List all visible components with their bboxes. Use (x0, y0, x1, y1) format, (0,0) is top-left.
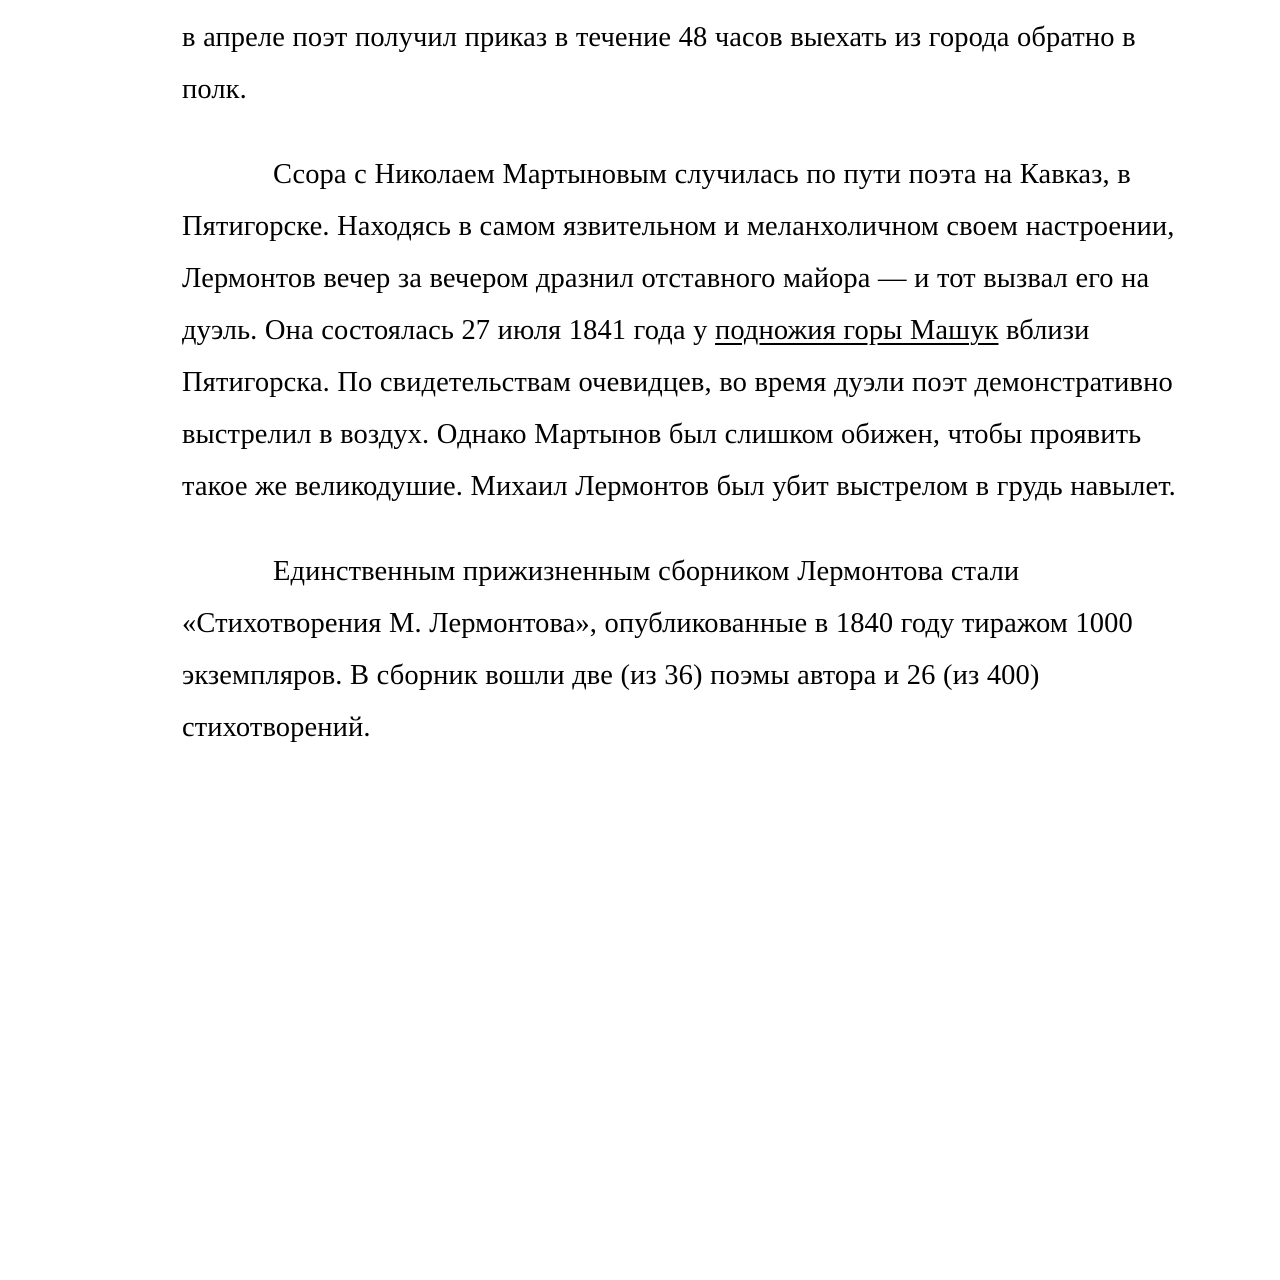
underlined-link-mount-mashuk[interactable]: подножия горы Машук (715, 315, 999, 346)
paragraph-lifetime-collection: Единственным прижизненным сборником Лермонтова стали «Стихотворения М. Лермонтова», опубликованные в 1840 году тиражом 1000 экземпляров. В сборник вошли две (из 36) поэмы автора и 26 (из 400) стихотворений. (182, 556, 1133, 743)
paragraph-text-after-link: вблизи Пятигорска. По свидетельствам очевидцев, во время дуэли поэт демонстративно выстрелил в воздух. Однако Мартынов был слишком обижен, чтобы проявить такое же великодушие. Михаил Лермонтов был убит выстрелом в грудь навылет. (182, 315, 1176, 502)
document-text-body (182, 12, 1186, 754)
paragraph-order-to-leave: в апреле поэт получил приказ в течение 48 часов выехать из города обратно в полк. (182, 22, 1136, 105)
paragraph-duel-with-martynov (182, 149, 1186, 513)
paragraph-text-before-link: Ссора с Николаем Мартыновым случилась по пути поэта на Кавказ, в Пятигорске. Находясь в самом язвительном и меланхоличном своем настроении, Лермонтов вечер за вечером дразнил отставного майора — и тот вызвал его на дуэль. Она состоялась 27 июля 1841 года у (182, 159, 1175, 346)
